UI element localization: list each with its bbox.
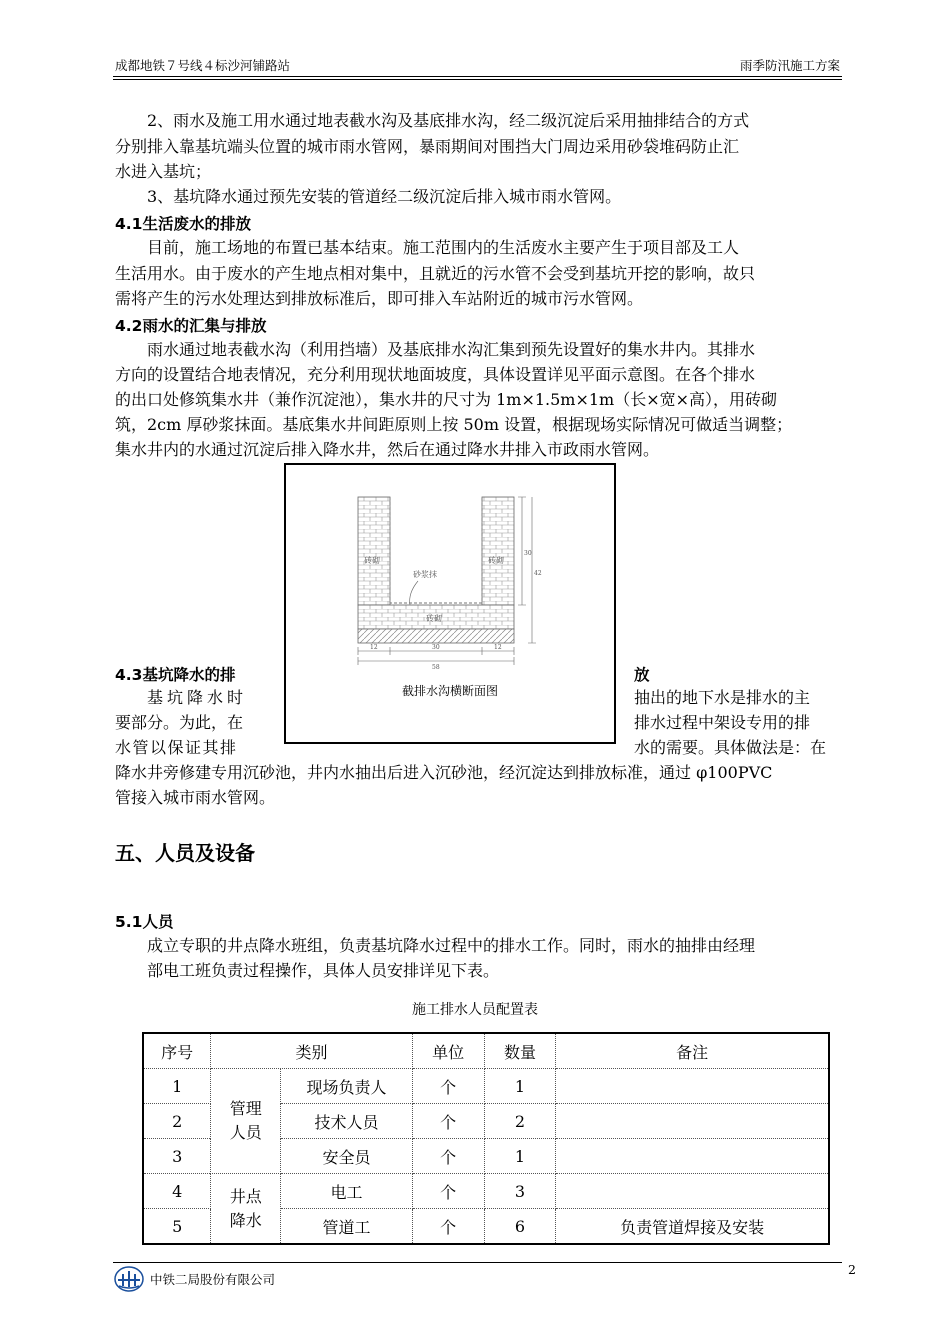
header-cell: 数量	[484, 1033, 556, 1069]
cell-no: 1	[143, 1069, 211, 1104]
cell-no: 5	[143, 1209, 211, 1245]
label-mortar: 砂浆抹	[413, 570, 437, 579]
paragraph-line: 要部分。为此，在	[115, 713, 244, 732]
label-brick-bottom: 砖砌	[426, 614, 442, 623]
footer-company: 中铁二局股份有限公司	[150, 1272, 276, 1287]
paragraph-line: 部电工班负责过程操作，具体人员安排详见下表。	[147, 961, 500, 980]
paragraph-line: 降水井旁修建专用沉砂池，井内水抽出后进入沉砂池，经沉淀达到排放标准，通过 φ100PVC	[115, 763, 773, 782]
paragraph-line: 3、基坑降水通过预先安装的管道经二级沉淀后排入城市雨水管网。	[147, 187, 622, 206]
cell-note: 负责管道焊接及安装	[556, 1209, 829, 1245]
section-heading-4-3: 4.3基坑降水的排	[115, 666, 236, 684]
cell-unit: 个	[412, 1209, 484, 1245]
header-rule-thin	[113, 79, 842, 80]
dim-total: 58	[432, 664, 440, 671]
header-doc-title: 雨季防汛施工方案	[739, 58, 840, 73]
left-brick-wall	[358, 497, 390, 605]
cell-qty: 3	[484, 1174, 556, 1209]
cell-note	[556, 1069, 829, 1104]
section-heading-4-1: 4.1生活废水的排放	[115, 215, 251, 233]
header-rule	[113, 76, 842, 77]
figure-caption: 截排水沟横断面图	[401, 684, 498, 698]
cell-qty: 1	[484, 1069, 556, 1104]
header-cell: 类别	[211, 1033, 412, 1069]
cell-unit: 个	[412, 1174, 484, 1209]
header-cell: 序号	[143, 1033, 211, 1069]
mortar-lining	[390, 497, 482, 603]
label-brick-right: 砖砌	[488, 556, 504, 565]
paragraph-line: 方向的设置结合地表情况，充分利用现状地面坡度，具体设置详见平面示意图。在各个排水	[115, 365, 756, 384]
chapter-heading-5: 五、人员及设备	[115, 841, 255, 865]
cell-role: 电工	[281, 1174, 413, 1209]
company-logo-icon	[114, 1266, 144, 1292]
footer-rule	[113, 1262, 842, 1263]
header-cell: 备注	[556, 1033, 829, 1069]
paragraph-line: 分别排入靠基坑端头位置的城市雨水管网，暴雨期间对围挡大门周边采用砂袋堆码防止汇	[115, 137, 740, 156]
paragraph-line: 水进入基坑；	[115, 162, 212, 181]
staffing-table	[142, 1032, 830, 1245]
header-cell: 单位	[412, 1033, 484, 1069]
cell-role: 管道工	[281, 1209, 413, 1245]
paragraph-line: 需将产生的污水处理达到排放标准后，即可排入车站附近的城市污水管网。	[115, 289, 644, 308]
group-label: 井点降水	[229, 1186, 262, 1230]
section-heading-4-2: 4.2雨水的汇集与排放	[115, 317, 267, 335]
table-row	[143, 1069, 829, 1104]
table-header-row	[143, 1033, 829, 1069]
paragraph-line: 生活用水。由于废水的产生地点相对集中，且就近的污水管不会受到基坑开挖的影响，故只	[115, 264, 756, 283]
paragraph-line: 的出口处修筑集水井（兼作沉淀池），集水井的尺寸为 1m×1.5m×1m（长×宽×高），用砖砌	[115, 390, 778, 409]
cell-qty: 1	[484, 1139, 556, 1174]
paragraph-line: 雨水通过地表截水沟（利用挡墙）及基底排水沟汇集到预先设置好的集水井内。其排水	[147, 340, 756, 359]
dim-h2: 42	[534, 570, 542, 577]
group-label: 管理人员	[229, 1099, 262, 1142]
table-caption: 施工排水人员配置表	[412, 1002, 538, 1018]
paragraph-line: 管接入城市雨水管网。	[115, 788, 276, 807]
cell-no: 2	[143, 1104, 211, 1139]
right-brick-wall	[482, 497, 514, 605]
cell-role: 现场负责人	[281, 1069, 413, 1104]
cell-role: 技术人员	[281, 1104, 413, 1139]
mortar-leader-line	[410, 581, 418, 605]
ditch-cross-section-drawing	[286, 465, 614, 742]
header-project: 成都地铁７号线４标沙河铺路站	[115, 58, 291, 73]
paragraph-line: 基坑降水时	[147, 688, 248, 707]
cell-unit: 个	[412, 1139, 484, 1174]
cell-group	[211, 1174, 281, 1245]
cell-no: 3	[143, 1139, 211, 1174]
paragraph-line: 水的需要。具体做法是：在	[634, 738, 827, 757]
cell-note	[556, 1139, 829, 1174]
page-number: 2	[848, 1262, 856, 1277]
paragraph-line: 筑，2cm 厚砂浆抹面。基底集水井间距原则上按 50m 设置，根据现场实际情况可做适当调整；	[115, 415, 793, 434]
cell-qty: 6	[484, 1209, 556, 1245]
base-layer	[358, 629, 514, 643]
table-row	[143, 1174, 829, 1209]
cell-unit: 个	[412, 1104, 484, 1139]
cell-qty: 2	[484, 1104, 556, 1139]
dim-mid: 30	[432, 644, 440, 651]
cell-unit: 个	[412, 1069, 484, 1104]
cell-note	[556, 1104, 829, 1139]
cell-role: 安全员	[281, 1139, 413, 1174]
paragraph-line: 2、雨水及施工用水通过地表截水沟及基底排水沟，经二级沉淀后采用抽排结合的方式	[147, 111, 750, 130]
dim-left: 12	[370, 644, 378, 651]
paragraph-line: 集水井内的水通过沉淀后排入降水井，然后在通过降水井排入市政雨水管网。	[115, 440, 660, 459]
paragraph-line: 排水过程中架设专用的排	[634, 713, 811, 732]
cell-note	[556, 1174, 829, 1209]
cell-group	[211, 1069, 281, 1174]
section-heading-5-1: 5.1人员	[115, 913, 174, 931]
section-heading-4-3-tail: 放	[634, 666, 650, 684]
paragraph-line: 目前，施工场地的布置已基本结束。施工范围内的生活废水主要产生于项目部及工人	[147, 238, 740, 257]
label-brick-left: 砖砌	[364, 556, 380, 565]
drainage-ditch-figure	[284, 463, 616, 744]
dim-right: 12	[494, 644, 502, 651]
paragraph-line: 抽出的地下水是排水的主	[634, 688, 811, 707]
paragraph-line: 成立专职的井点降水班组，负责基坑降水过程中的排水工作。同时，雨水的抽排由经理	[147, 936, 756, 955]
paragraph-line: 水管以保证其排	[115, 738, 238, 757]
dim-h1: 30	[524, 550, 532, 557]
cell-no: 4	[143, 1174, 211, 1209]
